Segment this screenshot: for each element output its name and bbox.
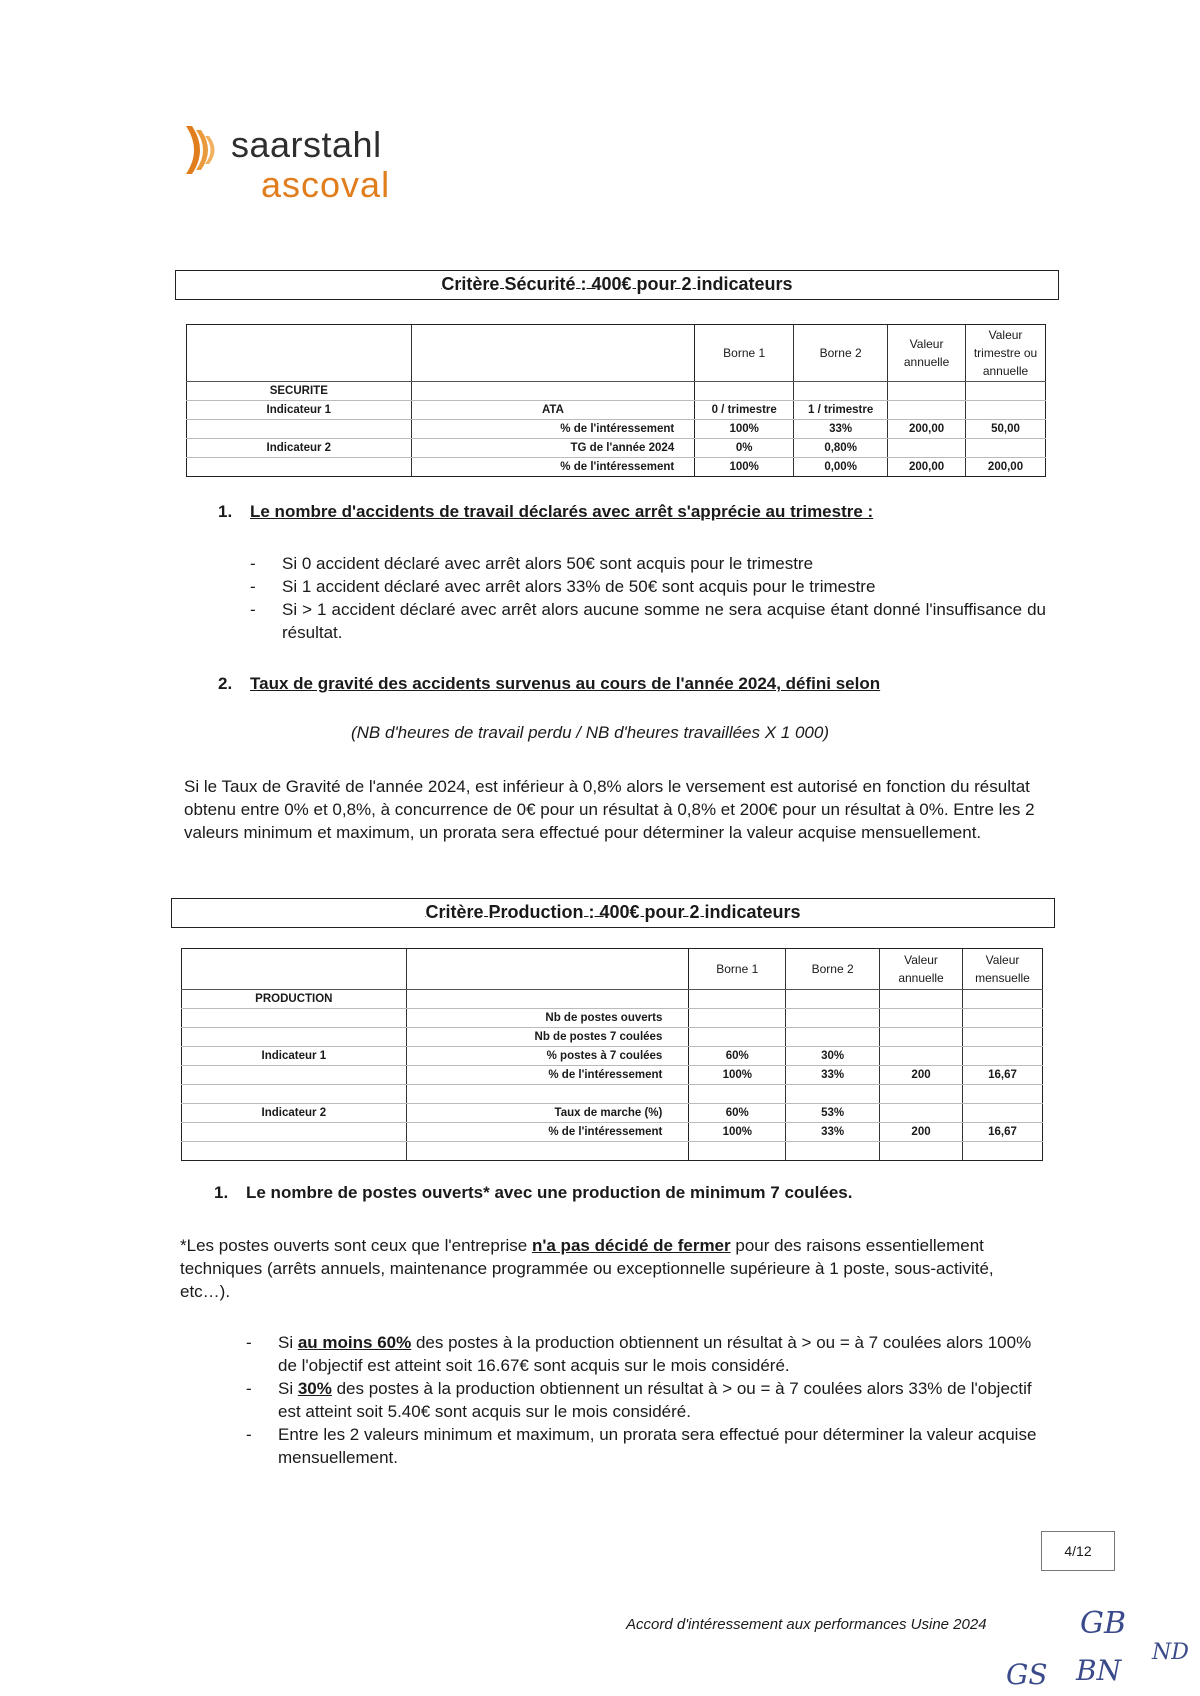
cell-borne2 bbox=[786, 1028, 880, 1047]
item-title: Le nombre d'accidents de travail déclarés avec arrêt s'apprécie au trimestre : bbox=[250, 502, 874, 521]
header-borne1: Borne 1 bbox=[695, 325, 794, 382]
table-row bbox=[187, 401, 1046, 420]
list-item bbox=[246, 1331, 1044, 1377]
initials-gb: GB bbox=[1080, 1606, 1127, 1641]
cell-valeur-mensuelle bbox=[962, 1047, 1042, 1066]
table-header-row bbox=[182, 949, 1043, 990]
indicator-label: Indicateur 2 bbox=[187, 439, 412, 458]
initials-bn: BN bbox=[1076, 1654, 1122, 1687]
cell-borne2: 33% bbox=[786, 1066, 880, 1085]
item-number: 1. bbox=[218, 502, 233, 521]
cell-borne1 bbox=[689, 1009, 786, 1028]
row-label: Nb de postes ouverts bbox=[406, 1009, 689, 1028]
row-label: % de l'intéressement bbox=[411, 458, 695, 477]
securite-table bbox=[186, 324, 1046, 477]
table-row bbox=[182, 1104, 1043, 1123]
cell-borne2: 0,80% bbox=[794, 439, 888, 458]
initials-gs: GS bbox=[1006, 1658, 1048, 1691]
table-row bbox=[187, 439, 1046, 458]
row-label: % de l'intéressement bbox=[406, 1123, 689, 1142]
cell-valeur-mensuelle: 16,67 bbox=[962, 1123, 1042, 1142]
securite-banner-title: Critère Sécurité : 400€ pour 2 indicateurs bbox=[441, 274, 793, 294]
document-footer: Accord d'intéressement aux performances Usine 2024 bbox=[626, 1616, 987, 1633]
cell-borne1: 100% bbox=[695, 420, 794, 439]
cell-valeur-annuelle bbox=[888, 439, 966, 458]
table-row bbox=[182, 1066, 1043, 1085]
list-item: - Si 1 accident déclaré avec arrêt alors 33% de 50€ sont acquis pour le trimestre bbox=[250, 575, 1046, 598]
securite-banner bbox=[175, 270, 1059, 300]
cell-borne2: 33% bbox=[786, 1123, 880, 1142]
cell-borne1: 0% bbox=[695, 439, 794, 458]
cell-borne1: 60% bbox=[689, 1104, 786, 1123]
production-bullets bbox=[246, 1331, 1044, 1469]
table-row bbox=[182, 1009, 1043, 1028]
cell-borne1: 100% bbox=[689, 1066, 786, 1085]
cell-valeur-annuelle: 200 bbox=[880, 1123, 963, 1142]
header-valeur-mensuelle: Valeur mensuelle bbox=[962, 949, 1042, 990]
cell-valeur-annuelle bbox=[880, 1104, 963, 1123]
cell-valeur-trimestre: 200,00 bbox=[966, 458, 1046, 477]
gravity-formula: (NB d'heures de travail perdu / NB d'heures travaillées X 1 000) bbox=[350, 723, 830, 742]
header-borne1: Borne 1 bbox=[689, 949, 786, 990]
cell-borne1: 60% bbox=[689, 1047, 786, 1066]
table-row bbox=[187, 382, 1046, 401]
list-item: - Si 0 accident déclaré avec arrêt alors 50€ sont acquis pour le trimestre bbox=[250, 552, 1046, 575]
header-borne2: Borne 2 bbox=[786, 949, 880, 990]
cell-borne1: 100% bbox=[695, 458, 794, 477]
row-label: ATA bbox=[411, 401, 695, 420]
item-title: Taux de gravité des accidents survenus au cours de l'année 2024, défini selon bbox=[250, 674, 881, 693]
header-valeur-annuelle: Valeur annuelle bbox=[880, 949, 963, 990]
cell-borne2: 0,00% bbox=[794, 458, 888, 477]
cell-valeur-annuelle bbox=[880, 1047, 963, 1066]
list-item: - Si > 1 accident déclaré avec arrêt alors aucune somme ne sera acquise étant donné l'insuffisance du résultat. bbox=[250, 598, 1046, 644]
row-label: % de l'intéressement bbox=[411, 420, 695, 439]
indicator-label: Indicateur 1 bbox=[182, 1047, 407, 1066]
cell-valeur-annuelle bbox=[888, 401, 966, 420]
indicator-label bbox=[182, 1123, 407, 1142]
indicator-label bbox=[182, 1028, 407, 1047]
bullet-emphasis: 30% bbox=[297, 1379, 332, 1398]
initials-nd: ND bbox=[1152, 1640, 1189, 1665]
bullet-post: des postes à la production obtiennent un résultat à > ou = à 7 coulées alors 100% de l'objectif est atteint soit 16.67€ sont acquis sur le mois considéré. bbox=[278, 1333, 1032, 1375]
note-prefix: *Les postes ouverts sont ceux que l'entreprise bbox=[180, 1236, 532, 1255]
indicator-label bbox=[187, 420, 412, 439]
cell-valeur-annuelle: 200,00 bbox=[888, 420, 966, 439]
securite-item1-bullets bbox=[250, 552, 1046, 644]
note-suffix: pour des raisons essentiellement techniques (arrêts annuels, maintenance programmée ou exceptionnelle supérieure à 1 poste, sous-activité, etc…). bbox=[180, 1236, 994, 1301]
cell-valeur-mensuelle: 16,67 bbox=[962, 1066, 1042, 1085]
gravity-paragraph: Si le Taux de Gravité de l'année 2024, est inférieur à 0,8% alors le versement est autorisé en fonction du résultat obtenu entre 0% et 0,8%, à concurrence de 0€ pour un résultat à 0,8% et 200€ pour un résultat à 0%. Entre les 2 valeurs minimum et maximum, un prorata sera effectué pour déterminer la valeur acquise mensuellement. bbox=[184, 777, 1035, 842]
spacer-cell bbox=[182, 1085, 407, 1104]
spacer-cell bbox=[182, 1142, 407, 1161]
table-header-row bbox=[187, 325, 1046, 382]
production-note bbox=[180, 1234, 1040, 1303]
indicator-label: Indicateur 1 bbox=[187, 401, 412, 420]
table-row bbox=[187, 458, 1046, 477]
indicator-label bbox=[182, 1009, 407, 1028]
production-table bbox=[181, 948, 1043, 1161]
cell-valeur-trimestre bbox=[966, 401, 1046, 420]
production-banner-title: Critère Production : 400€ pour 2 indicateurs bbox=[425, 902, 801, 922]
item-number: 2. bbox=[218, 674, 233, 693]
table-row bbox=[182, 1142, 1043, 1161]
cell-borne2: 30% bbox=[786, 1047, 880, 1066]
bullet-pre: Si bbox=[278, 1379, 298, 1398]
cell-valeur-annuelle bbox=[880, 1009, 963, 1028]
row-label: % de l'intéressement bbox=[406, 1066, 689, 1085]
page-number: 4/12 bbox=[1041, 1531, 1115, 1571]
table-row bbox=[182, 1123, 1043, 1142]
list-item bbox=[246, 1423, 1044, 1469]
bullet-emphasis: au moins 60% bbox=[297, 1333, 412, 1352]
cell-borne2: 53% bbox=[786, 1104, 880, 1123]
bullet-post: des postes à la production obtiennent un résultat à > ou = à 7 coulées alors 33% de l'objectif est atteint soit 5.40€ sont acquis sur le mois considéré. bbox=[278, 1379, 1032, 1421]
cell-valeur-mensuelle bbox=[962, 1009, 1042, 1028]
cell-borne2: 33% bbox=[794, 420, 888, 439]
cell-borne1: 100% bbox=[689, 1123, 786, 1142]
list-item bbox=[246, 1377, 1044, 1423]
note-emphasis: n'a pas décidé de fermer bbox=[531, 1236, 731, 1255]
table-row bbox=[187, 420, 1046, 439]
header-valeur-annuelle: Valeur annuelle bbox=[888, 325, 966, 382]
header-valeur-trimestre: Valeur trimestre ou annuelle bbox=[966, 325, 1046, 382]
securite-item1-heading bbox=[218, 502, 873, 522]
cell-borne1 bbox=[689, 1028, 786, 1047]
table-row bbox=[182, 1028, 1043, 1047]
indicator-label bbox=[187, 458, 412, 477]
logo-mark-icon bbox=[184, 124, 224, 176]
row-label: % postes à 7 coulées bbox=[406, 1047, 689, 1066]
table-row bbox=[182, 1085, 1043, 1104]
header-borne2: Borne 2 bbox=[794, 325, 888, 382]
table-row bbox=[182, 990, 1043, 1009]
bullet-post: Entre les 2 valeurs minimum et maximum, un prorata sera effectué pour déterminer la valeur acquise mensuellement. bbox=[278, 1425, 1037, 1467]
cell-valeur-trimestre bbox=[966, 439, 1046, 458]
cell-valeur-mensuelle bbox=[962, 1028, 1042, 1047]
cell-valeur-annuelle: 200 bbox=[880, 1066, 963, 1085]
securite-item2-heading bbox=[218, 674, 880, 694]
section-label: PRODUCTION bbox=[182, 990, 407, 1009]
cell-borne2: 1 / trimestre bbox=[794, 401, 888, 420]
indicator-label: Indicateur 2 bbox=[182, 1104, 407, 1123]
cell-valeur-mensuelle bbox=[962, 1104, 1042, 1123]
bullet-pre: Si bbox=[278, 1333, 298, 1352]
indicator-label bbox=[182, 1066, 407, 1085]
section-label: SECURITE bbox=[187, 382, 412, 401]
cell-valeur-annuelle bbox=[880, 1028, 963, 1047]
logo-text-saarstahl: saarstahl bbox=[231, 124, 382, 165]
cell-borne1: 0 / trimestre bbox=[695, 401, 794, 420]
row-label: Nb de postes 7 coulées bbox=[406, 1028, 689, 1047]
production-banner bbox=[171, 898, 1055, 928]
logo-text-ascoval: ascoval bbox=[261, 164, 391, 205]
row-label: TG de l'année 2024 bbox=[411, 439, 695, 458]
cell-valeur-trimestre: 50,00 bbox=[966, 420, 1046, 439]
production-item1-heading bbox=[214, 1183, 852, 1203]
cell-borne2 bbox=[786, 1009, 880, 1028]
row-label: Taux de marche (%) bbox=[406, 1104, 689, 1123]
item-title: Le nombre de postes ouverts* avec une production de minimum 7 coulées. bbox=[246, 1183, 853, 1202]
table-row bbox=[182, 1047, 1043, 1066]
item-number: 1. bbox=[214, 1183, 229, 1202]
cell-valeur-annuelle: 200,00 bbox=[888, 458, 966, 477]
